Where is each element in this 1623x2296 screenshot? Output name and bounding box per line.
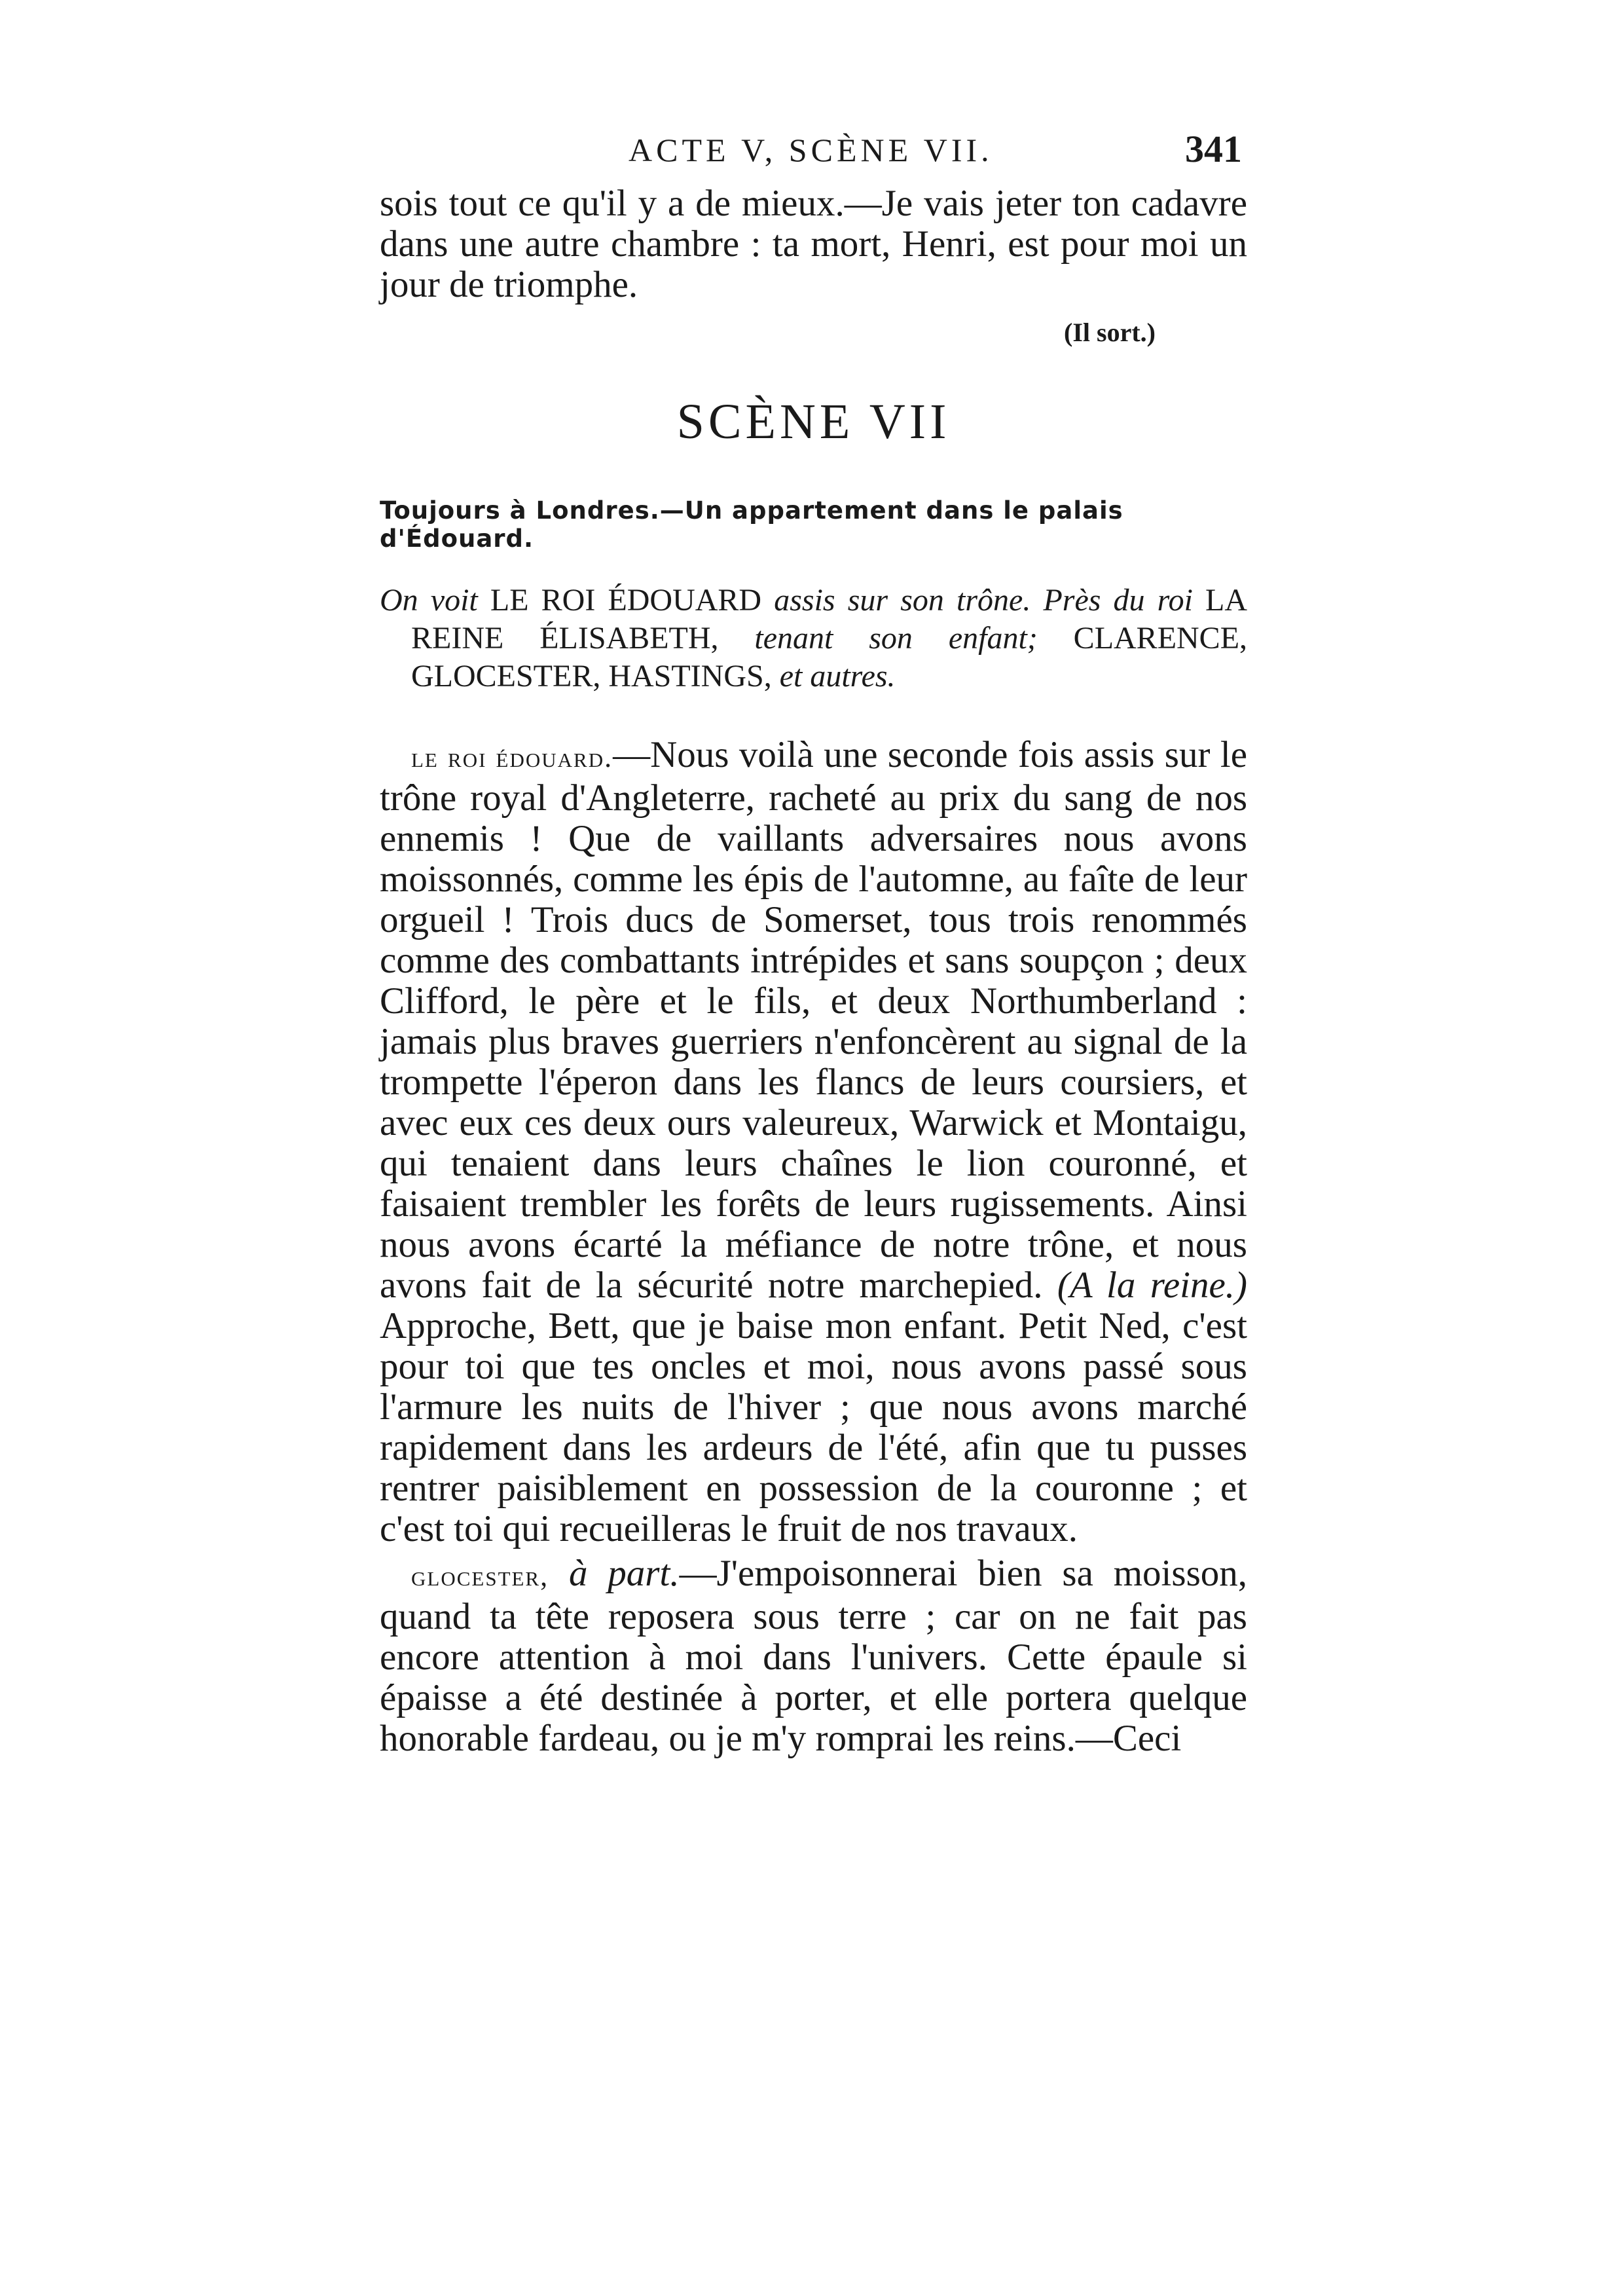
speaker-name: glocester, (411, 1560, 549, 1592)
page-number: 341 (1185, 128, 1242, 170)
speaker-manner: à part. (568, 1553, 680, 1594)
speech-text: —J'empoisonnerai bien sa moisson, quand ta tête reposera sous terre ; car on ne fait pas encore attention à moi dans l'univers. Cette épaule si épaisse a été destinée à porter, et elle portera quelque honorable fardeau, ou je m'y romprai les reins.—Ceci (380, 1553, 1247, 1759)
scene-title: SCÈNE VII (676, 394, 951, 449)
cast-others: CLARENCE, GLOCESTER, HASTINGS, (411, 621, 1248, 694)
speech-glocester (380, 1553, 1247, 1759)
speech-text-continued: Approche, Bett, que je baise mon enfant. Petit Ned, c'est pour toi que tes oncles et moi, nous avons passé sous l'armure les nuits de l'hiver ; que nous avons marché rapidement dans les ardeurs de l'été, afin que tu pusses rentrer paisiblement en possession de la couronne ; et c'est toi qui recueilleras le fruit de nos travaux. (380, 1305, 1247, 1549)
running-title: ACTE V, SCÈNE VII. (629, 132, 993, 168)
cast-king-action: assis sur son trône. Près du roi (774, 583, 1193, 618)
exit-stage-direction: (Il sort.) (1064, 318, 1156, 347)
opening-paragraph: sois tout ce qu'il y a de mieux.—Je vais jeter ton cadavre dans une autre chambre : ta mort, Henri, est pour moi un jour de triomphe. (380, 183, 1247, 305)
speech-king-edouard (380, 735, 1247, 1549)
cast-list (380, 582, 1247, 695)
cast-queen-action: tenant son enfant; (754, 621, 1038, 656)
running-head (380, 128, 1247, 183)
cast-and-others: et autres. (779, 659, 896, 694)
cast-king: LE ROI ÉDOUARD (490, 583, 762, 618)
cast-queen: LA REINE ÉLISABETH, (411, 583, 1248, 656)
cast-intro: On voit (380, 583, 478, 618)
book-page (380, 128, 1248, 1759)
stage-aside: (A la reine.) (1057, 1265, 1248, 1306)
speaker-name: le roi édouard. (411, 741, 613, 773)
speech-text: —Nous voilà une seconde fois assis sur le trône royal d'Angleterre, racheté au prix du sang de nos ennemis ! Que de vaillants adversaires nous avons moissonnés, comme les épis de l'automne, au faîte de leur orgueil ! Trois ducs de Somerset, tous trois renommés comme des combattants intrépides et sans soupçon ; deux Clifford, le père et le fils, et deux Northumberland : jamais plus braves guerriers n'enfoncèrent au signal de la trompette l'éperon dans les flancs de leurs coursiers, et avec eux ces deux ours valeureux, Warwick et Montaigu, qui tenaient dans leurs chaînes le lion couronné, et faisaient trembler les forêts de leurs rugissements. Ainsi nous avons écarté la méfiance de notre trône, et nous avons fait de la sécurité notre marchepied. (380, 734, 1247, 1306)
scene-setting: Toujours à Londres.—Un appartement dans le palais d'Édouard. (380, 496, 1123, 553)
